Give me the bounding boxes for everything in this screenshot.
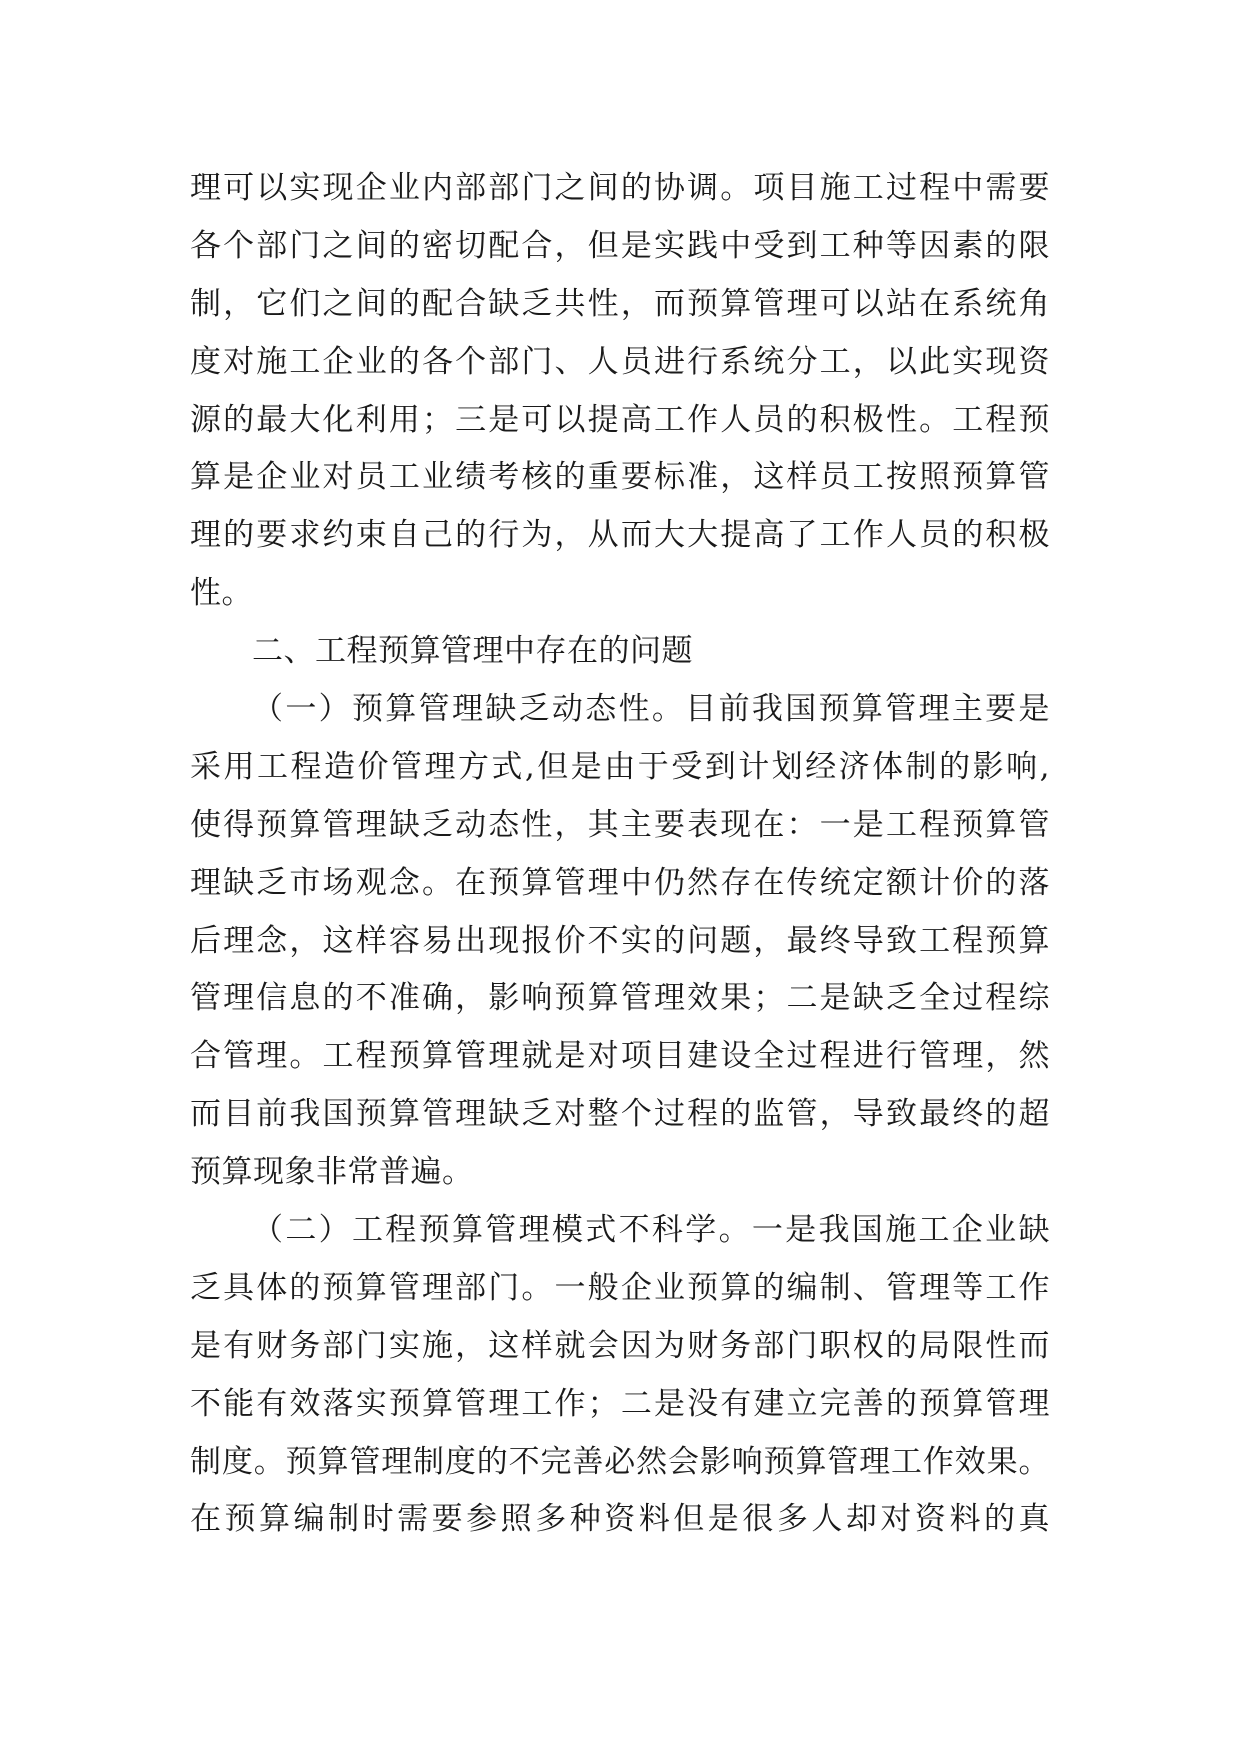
text-line: 管理信息的不准确，影响预算管理效果；二是缺乏全过程综: [190, 980, 1050, 1017]
text-line: 理可以实现企业内部部门之间的协调。项目施工过程中需要: [190, 170, 1050, 206]
paragraph-first-line: （二）工程预算管理模式不科学。一是我国施工企业缺: [252, 1212, 1050, 1249]
text-line: 预算现象非常普遍。: [190, 1154, 474, 1191]
paragraph-first-line: （一）预算管理缺乏动态性。目前我国预算管理主要是: [252, 691, 1050, 728]
section-heading: 二、工程预算管理中存在的问题: [252, 633, 693, 670]
text-line: 制，它们之间的配合缺乏共性，而预算管理可以站在系统角: [190, 285, 1050, 322]
text-line: 在预算编制时需要参照多种资料但是很多人却对资料的真: [190, 1501, 1050, 1538]
text-line: 算是企业对员工业绩考核的重要标准，这样员工按照预算管: [190, 459, 1050, 496]
text-line: 后理念，这样容易出现报价不实的问题，最终导致工程预算: [190, 922, 1050, 959]
text-line: 而目前我国预算管理缺乏对整个过程的监管，导致最终的超: [190, 1096, 1050, 1133]
text-line: 度对施工企业的各个部门、人员进行系统分工，以此实现资: [190, 343, 1050, 380]
text-line: 采用工程造价管理方式,但是由于受到计划经济体制的影响,: [190, 748, 1050, 785]
text-line: 各个部门之间的密切配合，但是实践中受到工种等因素的限: [190, 227, 1050, 264]
text-line: 不能有效落实预算管理工作；二是没有建立完善的预算管理: [190, 1385, 1050, 1422]
text-line: 理的要求约束自己的行为，从而大大提高了工作人员的积极: [190, 517, 1050, 554]
text-line: 是有财务部门实施，这样就会因为财务部门职权的局限性而: [190, 1327, 1050, 1364]
text-line: 性。: [190, 575, 253, 612]
body-text: [190, 160, 1050, 1549]
text-line: 合管理。工程预算管理就是对项目建设全过程进行管理，然: [190, 1038, 1050, 1075]
text-line: 理缺乏市场观念。在预算管理中仍然存在传统定额计价的落: [190, 864, 1050, 901]
text-line: 制度。预算管理制度的不完善必然会影响预算管理工作效果。: [190, 1443, 1050, 1480]
text-line: 使得预算管理缺乏动态性，其主要表现在：一是工程预算管: [190, 806, 1050, 843]
text-line: 乏具体的预算管理部门。一般企业预算的编制、管理等工作: [190, 1269, 1050, 1306]
text-line: 源的最大化利用；三是可以提高工作人员的积极性。工程预: [190, 401, 1050, 438]
